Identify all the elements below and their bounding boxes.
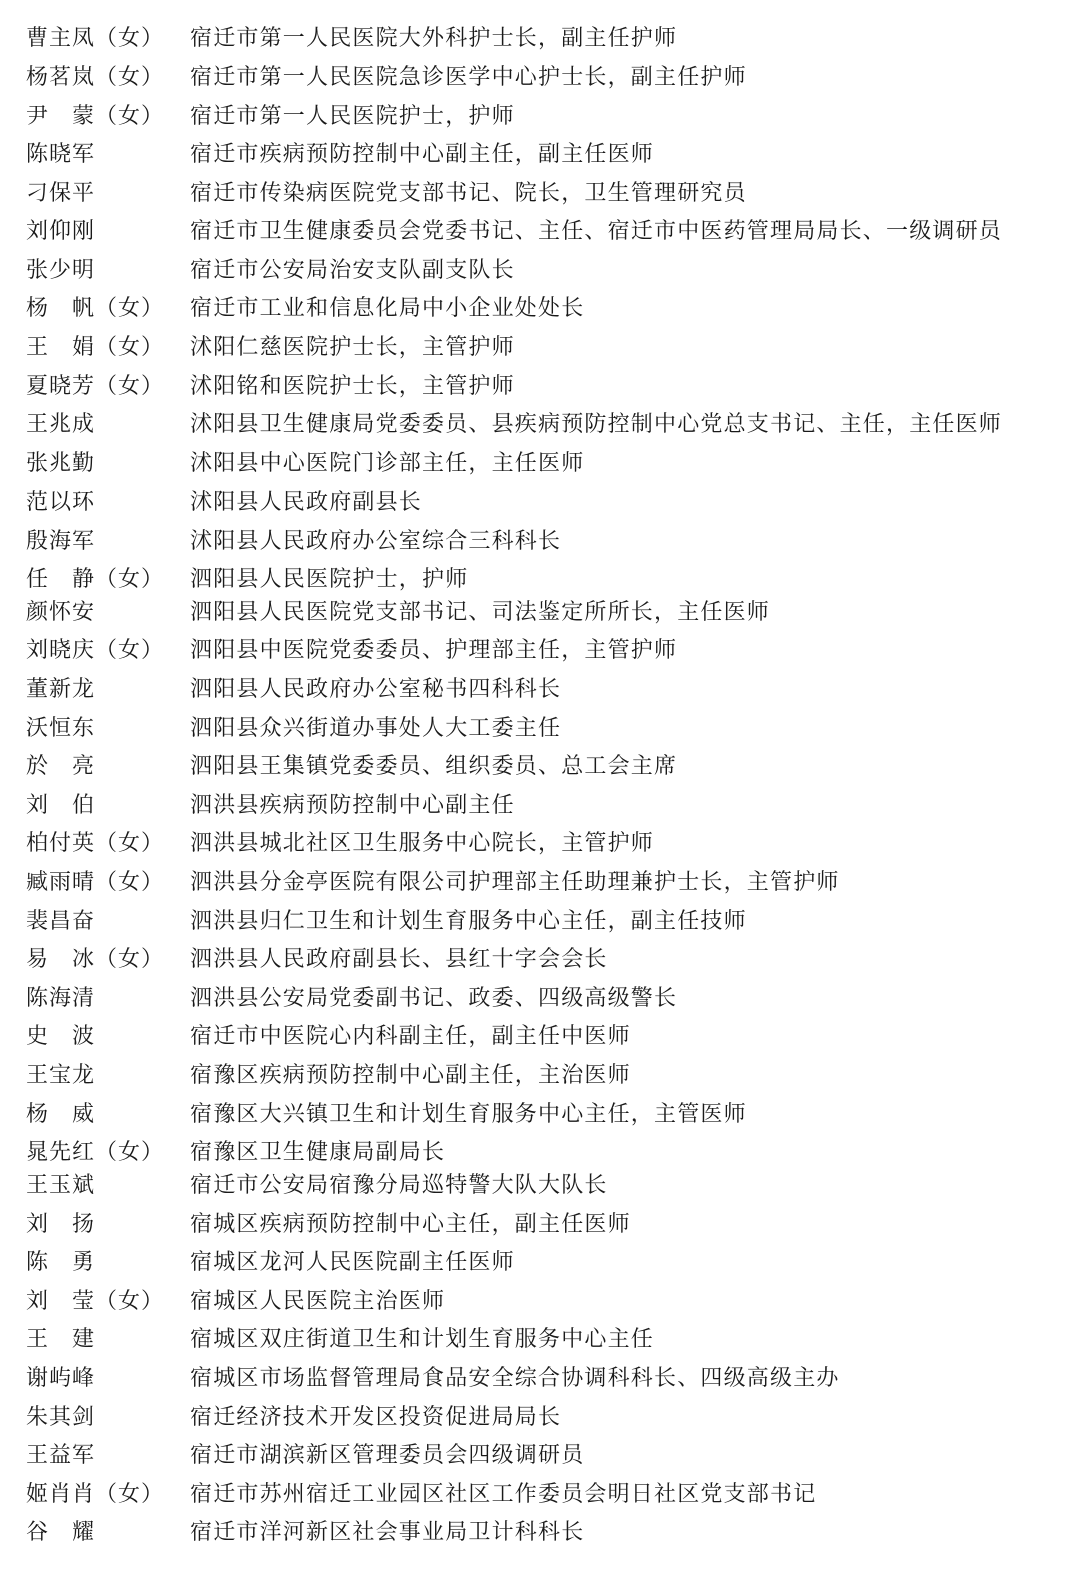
person-title: 沭阳县中心医院门诊部主任，主任医师	[190, 451, 585, 476]
person-name: 王 建	[26, 1327, 96, 1352]
list-item	[0, 1399, 1080, 1437]
person-name: 曹主凤（女）	[26, 26, 165, 51]
person-name: 陈晓军	[26, 142, 96, 167]
person-title: 沭阳县卫生健康局党委委员、县疾病预防控制中心党总支书记、主任，主任医师	[190, 412, 1003, 437]
person-title: 宿迁市传染病医院党支部书记、院长，卫生管理研究员	[190, 181, 747, 206]
list-item	[0, 1206, 1080, 1244]
person-title: 泗阳县众兴街道办事处人大工委主任	[190, 716, 562, 741]
person-title: 泗阳县王集镇党委委员、组织委员、总工会主席	[190, 754, 678, 779]
person-name: 沃恒东	[26, 716, 96, 741]
person-title: 宿城区疾病预防控制中心主任，副主任医师	[190, 1212, 631, 1237]
person-name: 晁先红（女）	[26, 1140, 165, 1165]
person-name: 陈 勇	[26, 1250, 96, 1275]
person-title: 沭阳县人民政府办公室综合三科科长	[190, 529, 562, 554]
list-item	[0, 941, 1080, 979]
person-title: 宿城区人民医院主治医师	[190, 1289, 446, 1314]
person-title: 宿城区双庄街道卫生和计划生育服务中心主任	[190, 1327, 655, 1352]
person-title: 泗阳县人民政府办公室秘书四科科长	[190, 677, 562, 702]
person-name: 范以环	[26, 490, 96, 515]
person-title: 泗洪县疾病预防控制中心副主任	[190, 793, 515, 818]
person-name: 王宝龙	[26, 1063, 96, 1088]
person-title: 泗洪县城北社区卫生服务中心院长，主管护师	[190, 831, 655, 856]
list-item	[0, 445, 1080, 483]
list-item	[0, 175, 1080, 213]
list-item	[0, 1283, 1080, 1321]
list-item	[0, 1244, 1080, 1282]
list-item	[0, 980, 1080, 1018]
person-title: 宿迁市湖滨新区管理委员会四级调研员	[190, 1443, 585, 1468]
person-title: 宿迁市疾病预防控制中心副主任，副主任医师	[190, 142, 655, 167]
person-title: 宿豫区大兴镇卫生和计划生育服务中心主任，主管医师	[190, 1102, 747, 1127]
list-item	[0, 1018, 1080, 1056]
list-item	[0, 710, 1080, 748]
person-name: 朱其剑	[26, 1405, 96, 1430]
person-name: 王 娟（女）	[26, 335, 165, 360]
person-title: 宿迁市工业和信息化局中小企业处处长	[190, 296, 585, 321]
list-item	[0, 825, 1080, 863]
person-title: 泗阳县人民医院党支部书记、司法鉴定所所长，主任医师	[190, 600, 771, 625]
person-title: 宿豫区疾病预防控制中心副主任，主治医师	[190, 1063, 631, 1088]
list-item	[0, 329, 1080, 367]
person-name: 尹 蒙（女）	[26, 104, 165, 129]
person-name: 刘 莹（女）	[26, 1289, 165, 1314]
person-name: 陈海清	[26, 986, 96, 1011]
person-title: 宿城区市场监督管理局食品安全综合协调科科长、四级高级主办	[190, 1366, 840, 1391]
person-title: 泗洪县人民政府副县长、县红十字会会长	[190, 947, 608, 972]
person-name: 刘晓庆（女）	[26, 638, 165, 663]
person-name: 谷 耀	[26, 1520, 96, 1545]
person-name: 殷海军	[26, 529, 96, 554]
person-title: 沭阳仁慈医院护士长，主管护师	[190, 335, 515, 360]
list-item	[0, 1360, 1080, 1398]
list-item	[0, 903, 1080, 941]
person-name: 裴昌奋	[26, 909, 96, 934]
person-name: 夏晓芳（女）	[26, 374, 165, 399]
person-title: 宿迁市公安局治安支队副支队长	[190, 258, 515, 283]
person-name: 易 冰（女）	[26, 947, 165, 972]
person-title: 泗阳县中医院党委委员、护理部主任，主管护师	[190, 638, 678, 663]
person-title: 宿城区龙河人民医院副主任医师	[190, 1250, 515, 1275]
person-title: 泗阳县人民医院护士，护师	[190, 567, 469, 592]
list-item	[0, 1437, 1080, 1475]
list-item	[0, 213, 1080, 251]
list-item	[0, 748, 1080, 786]
person-name: 於 亮	[26, 754, 96, 779]
person-name: 任 静（女）	[26, 567, 165, 592]
person-name: 张少明	[26, 258, 96, 283]
list-item	[0, 368, 1080, 406]
list-item	[0, 136, 1080, 174]
list-item	[0, 98, 1080, 136]
person-name: 董新龙	[26, 677, 96, 702]
person-title: 沭阳县人民政府副县长	[190, 490, 423, 515]
list-item	[0, 20, 1080, 58]
person-name: 刘仰刚	[26, 219, 96, 244]
list-item	[0, 484, 1080, 522]
person-name: 史 波	[26, 1024, 96, 1049]
person-title: 宿豫区卫生健康局副局长	[190, 1140, 446, 1165]
list-item	[0, 1096, 1080, 1134]
person-name: 谢屿峰	[26, 1366, 96, 1391]
list-item	[0, 523, 1080, 561]
person-name: 颜怀安	[26, 600, 96, 625]
person-name: 杨茗岚（女）	[26, 65, 165, 90]
list-item	[0, 632, 1080, 670]
person-title: 宿迁经济技术开发区投资促进局局长	[190, 1405, 562, 1430]
list-item	[0, 290, 1080, 328]
list-item	[0, 594, 1080, 632]
person-name: 杨 帆（女）	[26, 296, 165, 321]
list-item	[0, 406, 1080, 444]
list-item	[0, 1057, 1080, 1095]
person-title: 沭阳铭和医院护士长，主管护师	[190, 374, 515, 399]
list-item	[0, 1321, 1080, 1359]
person-name: 王益军	[26, 1443, 96, 1468]
person-name: 臧雨晴（女）	[26, 870, 165, 895]
person-title: 宿迁市洋河新区社会事业局卫计科科长	[190, 1520, 585, 1545]
list-item	[0, 864, 1080, 902]
person-name: 刁保平	[26, 181, 96, 206]
person-title: 宿迁市第一人民医院护士，护师	[190, 104, 515, 129]
person-name: 刘 伯	[26, 793, 96, 818]
person-name: 杨 威	[26, 1102, 96, 1127]
person-title: 泗洪县分金亭医院有限公司护理部主任助理兼护士长，主管护师	[190, 870, 840, 895]
person-title: 泗洪县归仁卫生和计划生育服务中心主任，副主任技师	[190, 909, 747, 934]
list-item	[0, 787, 1080, 825]
person-title: 宿迁市卫生健康委员会党委书记、主任、宿迁市中医药管理局局长、一级调研员	[190, 219, 1003, 244]
list-item	[0, 1476, 1080, 1514]
person-title: 宿迁市公安局宿豫分局巡特警大队大队长	[190, 1173, 608, 1198]
person-title: 宿迁市苏州宿迁工业园区社区工作委员会明日社区党支部书记	[190, 1482, 817, 1507]
person-title: 宿迁市第一人民医院大外科护士长，副主任护师	[190, 26, 678, 51]
person-name: 王兆成	[26, 412, 96, 437]
list-item	[0, 1167, 1080, 1205]
person-title: 宿迁市第一人民医院急诊医学中心护士长，副主任护师	[190, 65, 747, 90]
person-name: 王玉斌	[26, 1173, 96, 1198]
person-name: 姬肖肖（女）	[26, 1482, 165, 1507]
person-title: 宿迁市中医院心内科副主任，副主任中医师	[190, 1024, 631, 1049]
list-item	[0, 252, 1080, 290]
list-item	[0, 671, 1080, 709]
person-name: 刘 扬	[26, 1212, 96, 1237]
list-item	[0, 1514, 1080, 1552]
list-item	[0, 59, 1080, 97]
person-name: 张兆勤	[26, 451, 96, 476]
person-title: 泗洪县公安局党委副书记、政委、四级高级警长	[190, 986, 678, 1011]
person-name: 柏付英（女）	[26, 831, 165, 856]
